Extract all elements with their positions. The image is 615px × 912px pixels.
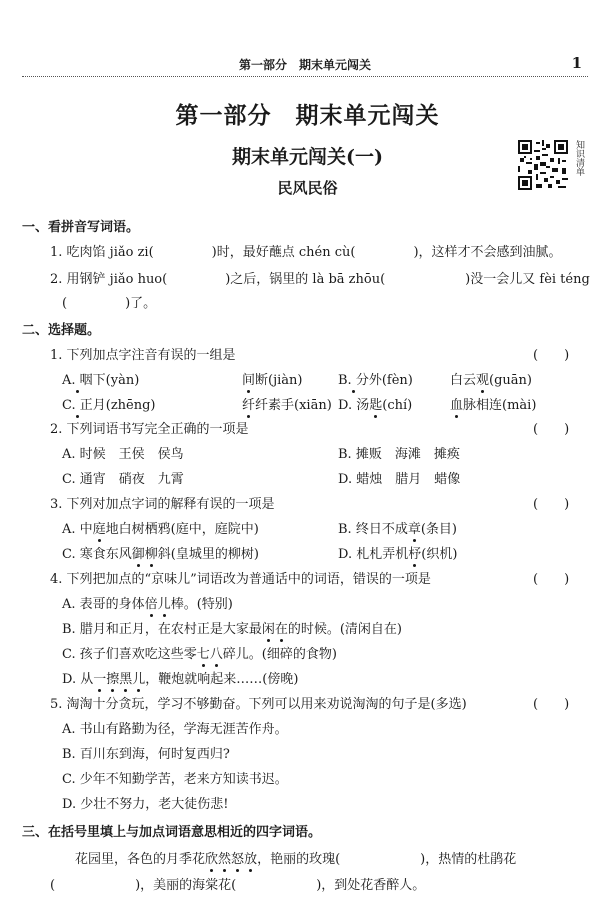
pinyin-question-1 — [50, 241, 562, 260]
option-text: (织机) — [421, 547, 458, 562]
dotted-char: 七 — [196, 647, 210, 662]
dotted-char: 一 — [93, 672, 107, 687]
option-b-char: B. 分 — [338, 373, 369, 388]
choice-q2-option-a: A. 时候 王侯 侯鸟 — [62, 447, 184, 462]
option-a2-char: 间 — [242, 373, 256, 388]
choice-q3-option-c — [62, 543, 259, 562]
option-text: B. 终日不成 — [338, 522, 408, 537]
text: )，到处花香醉人。 — [316, 878, 426, 893]
choice-q5-option-b: B. 百川东到海，何时复西归? — [62, 747, 230, 762]
text: ( — [50, 878, 56, 893]
choice-q2-option-b: B. 摊贩 海滩 摊痪 — [338, 447, 460, 462]
choice-q3-option-b — [338, 518, 457, 537]
option-d-rest: (chí) — [382, 398, 413, 413]
option-a-char: A. 咽 — [62, 373, 93, 388]
dotted-char: 怒 — [231, 852, 245, 867]
q1-part-a: 1. 吃肉馅 jiǎo zi( — [50, 245, 154, 260]
choice-q2-option-d: D. 蜡烛 腊月 蜡像 — [338, 472, 461, 487]
answer-parens[interactable]: ( ) — [533, 348, 570, 363]
option-text: A. 中 — [62, 522, 93, 537]
section-heading-choice: 二、选择题。 — [22, 323, 101, 338]
choice-q5-option-a: A. 书山有路勤为径，学海无涯苦作舟。 — [62, 722, 288, 737]
choice-q4-option-c — [62, 643, 337, 662]
choice-q4-stem: 4. 下列把加点的“京味儿”词语改为普通话中的词语，错误的一项是 — [50, 572, 431, 587]
option-text: C. 寒食东风 — [62, 547, 132, 562]
qr-code-icon[interactable] — [518, 140, 568, 190]
running-header — [22, 50, 588, 77]
choice-q4-option-a — [62, 593, 233, 612]
choice-q5-option-c: C. 少年不知勤学苦，老来方知读书迟。 — [62, 772, 288, 787]
option-b2-char: 观 — [476, 373, 490, 388]
option-text: 斜(皇城里的柳树) — [157, 547, 259, 562]
topic-title: 民风民俗 — [277, 179, 338, 197]
dotted-char: 倍 — [144, 597, 158, 612]
idiom-paragraph-line-1 — [75, 848, 516, 867]
choice-q1-options-cd — [62, 394, 582, 413]
option-text: A. 表哥的身体 — [62, 597, 145, 612]
answer-parens[interactable]: ( ) — [533, 497, 570, 512]
dotted-char: 庭 — [92, 522, 106, 537]
choice-q2-option-c: C. 通宵 硝夜 九霄 — [62, 472, 184, 487]
dotted-char: 闲 — [261, 622, 275, 637]
idiom-paragraph-line-2 — [50, 874, 425, 893]
option-a2-rest: 断(jiàn) — [255, 373, 303, 388]
dotted-char: 然 — [218, 852, 232, 867]
dotted-char: 御 — [131, 547, 145, 562]
q2-part-c: )没一会儿又 fèi téng — [465, 272, 590, 287]
answer-parens[interactable]: ( ) — [533, 572, 570, 587]
option-text: 棒。(特别) — [170, 597, 233, 612]
q1-part-b: )时，最好蘸点 chén cù( — [211, 245, 356, 260]
text: ，艳丽的玫瑰( — [257, 852, 341, 867]
choice-q5-stem: 5. 淘淘十分贪玩，学习不够勤奋。下列可以用来劝说淘淘的句子是(多选) — [50, 697, 467, 712]
unit-title: 期末单元闯关(一) — [232, 146, 383, 168]
option-text: B. 腊月和正月，在农村正是大家最 — [62, 622, 262, 637]
option-text: 地白树栖鸦(庭中，庭院中) — [105, 522, 259, 537]
choice-q3-option-d — [338, 543, 457, 562]
text: )，美丽的海棠花( — [135, 878, 237, 893]
text: )，热情的杜鹃花 — [420, 852, 517, 867]
option-text: (条目) — [420, 522, 457, 537]
choice-q4-option-b — [62, 618, 402, 637]
dotted-char: 儿 — [157, 597, 171, 612]
qr-code-block[interactable] — [518, 140, 588, 192]
choice-q5-option-d: D. 少壮不努力，老大徒伤悲! — [62, 797, 229, 812]
dotted-char: 杼 — [408, 547, 422, 562]
text: 花园里，各色的月季花 — [75, 852, 206, 867]
option-b-rest: 外(fèn) — [368, 373, 413, 388]
option-d-pre: D. 汤 — [338, 398, 370, 413]
qr-label: 知识清单 — [574, 140, 584, 176]
section-heading-idiom: 三、在括号里填上与加点词语意思相近的四字词语。 — [22, 825, 322, 840]
option-text: 碎儿。(细碎的食物) — [222, 647, 337, 662]
pinyin-question-2-cont — [62, 292, 156, 311]
option-text: ，鞭炮就响起来……(傍晚) — [145, 672, 299, 687]
option-b2-pre: 白云 — [450, 373, 477, 388]
option-d2-char: 血 — [450, 398, 464, 413]
part-title: 第一部分 期末单元闯关 — [175, 103, 440, 129]
answer-parens[interactable]: ( ) — [533, 422, 570, 437]
choice-q3-stem: 3. 下列对加点字词的解释有误的一项是 — [50, 497, 275, 512]
option-c-rest: 月(zhēng) — [92, 398, 156, 413]
page-number: 1 — [571, 54, 582, 72]
choice-q4-option-d — [62, 668, 298, 687]
q1-part-c: )，这样才不会感到油腻。 — [413, 245, 562, 260]
running-title: 第一部分 期末单元闯关 — [238, 58, 371, 72]
q2-part-e: )了。 — [125, 296, 157, 311]
choice-q2-stem: 2. 下列词语书写完全正确的一项是 — [50, 422, 249, 437]
q2-part-b: )之后，锅里的 là bā zhōu( — [225, 272, 386, 287]
dotted-char: 擦 — [106, 672, 120, 687]
choice-q3-option-a — [62, 518, 259, 537]
dotted-char: 儿 — [132, 672, 146, 687]
option-b2-rest: (guān) — [489, 373, 532, 388]
section-heading-pinyin: 一、看拼音写词语。 — [22, 220, 140, 235]
option-d2-rest: 脉相连(mài) — [463, 398, 537, 413]
option-text: C. 孩子们喜欢吃这些零 — [62, 647, 197, 662]
pinyin-question-2 — [50, 268, 590, 287]
dotted-char: 欣 — [205, 852, 219, 867]
dotted-char: 章 — [407, 522, 421, 537]
dotted-char: 八 — [209, 647, 223, 662]
option-a-rest: 下(yàn) — [92, 373, 140, 388]
dotted-char: 柳 — [144, 547, 158, 562]
option-d-char: 匙 — [369, 398, 383, 413]
dotted-char: 黑 — [119, 672, 133, 687]
answer-parens[interactable]: ( ) — [533, 697, 570, 712]
option-text: D. 札札弄机 — [338, 547, 409, 562]
option-c-char: C. 正 — [62, 398, 93, 413]
dotted-char: 放 — [244, 852, 258, 867]
dotted-char: 在 — [274, 622, 288, 637]
option-c2-rest: 纤素手(xiān) — [255, 398, 332, 413]
option-c2-char: 纤 — [242, 398, 256, 413]
q2-part-a: 2. 用钢铲 jiǎo huo( — [50, 272, 168, 287]
option-text: D. 从 — [62, 672, 94, 687]
choice-q1-stem: 1. 下列加点字注音有误的一组是 — [50, 348, 236, 363]
choice-q1-options-ab — [62, 369, 582, 388]
option-text: 的时候。(清闲自在) — [287, 622, 403, 637]
q2-part-d: ( — [62, 296, 68, 311]
